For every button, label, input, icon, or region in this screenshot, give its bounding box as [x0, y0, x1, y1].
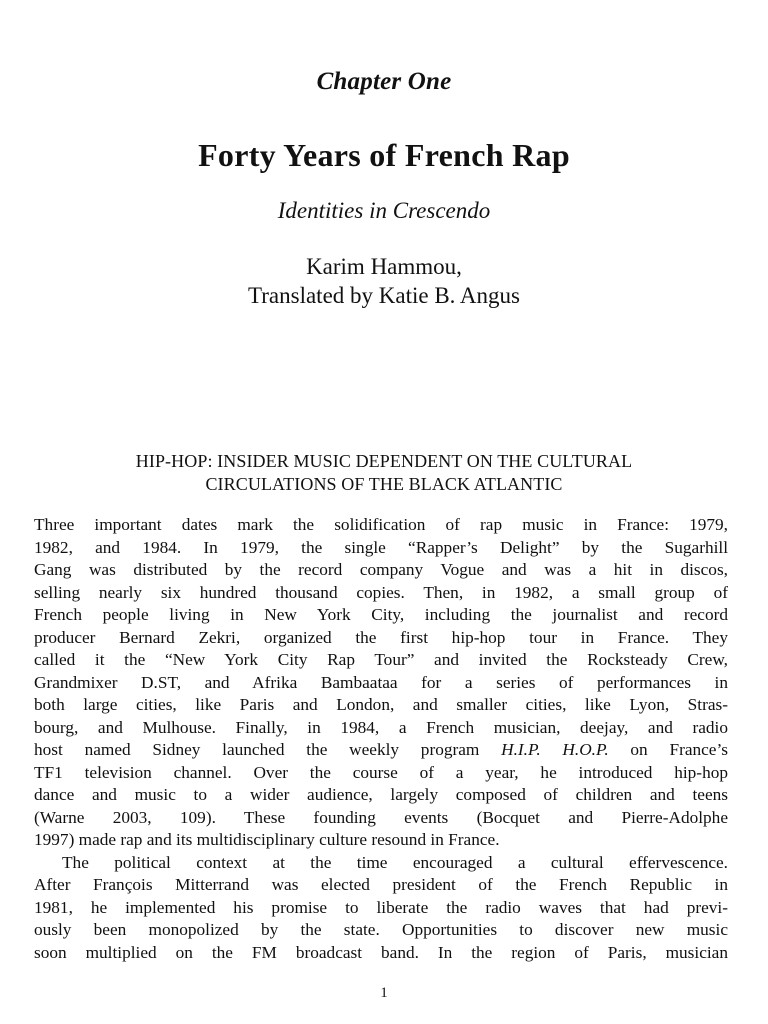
section-heading-line: CIRCULATIONS OF THE BLACK ATLANTIC — [205, 474, 563, 494]
text-line: TF1 television channel. Over the course of a year, he introduced hip-hop — [34, 762, 728, 782]
text-line: ously been monopolized by the state. Opportunities to discover new music — [34, 920, 728, 939]
text-line: The political context at the time encouraged a cultural effervescence. — [62, 852, 728, 872]
text-line: soon multiplied on the FM broadcast band. In the region of Paris, musician — [34, 942, 728, 962]
text-line: selling nearly six hundred thousand copies. Then, in 1982, a small group of — [34, 582, 728, 602]
chapter-subtitle: Identities in Crescendo — [277, 198, 491, 223]
section-heading-line: HIP-HOP: INSIDER MUSIC DEPENDENT ON THE CULTURAL — [135, 451, 633, 471]
text-line: Grandmixer D.ST, and Afrika Bambaataa for a series of performances in — [34, 672, 728, 692]
section-heading — [20, 450, 748, 496]
program-title: H.I.P. H.O.P. — [501, 740, 609, 759]
chapter-title: Forty Years of French Rap — [198, 137, 570, 173]
text-line: dance and music to a wider audience, largely composed of children and teens — [34, 785, 728, 804]
text-line: 1997) made rap and its multidisciplinary culture resound in France. — [34, 830, 500, 849]
text-line: 1982, and 1984. In 1979, the single “Rapper’s Delight” by the Sugarhill — [34, 537, 728, 557]
text-line: producer Bernard Zekri, organized the first hip-hop tour in France. They — [34, 627, 728, 647]
page-number: 1 — [380, 985, 388, 1001]
chapter-label: Chapter One — [316, 68, 452, 95]
text-line: (Warne 2003, 109). These founding events (Bocquet and Pierre-Adolphe — [34, 807, 728, 827]
author-block — [0, 252, 768, 310]
author-name: Karim Hammou, — [306, 254, 462, 279]
body-text — [34, 514, 728, 964]
text-segment: host named Sidney launched the weekly program — [34, 740, 502, 759]
text-segment: on France’s — [608, 740, 728, 759]
paragraph-2 — [34, 852, 728, 965]
text-line: French people living in New York City, including the journalist and record — [34, 605, 728, 624]
text-line: both large cities, like Paris and London, and smaller cities, like Lyon, Stras- — [34, 695, 728, 714]
text-line: Gang was distributed by the record company Vogue and was a hit in discos, — [34, 560, 728, 579]
text-line: bourg, and Mulhouse. Finally, in 1984, a French musician, deejay, and radio — [34, 717, 728, 737]
translator-name: Translated by Katie B. Angus — [248, 283, 520, 308]
text-line: called it the “New York City Rap Tour” and invited the Rocksteady Crew, — [34, 650, 728, 669]
text-line: 1981, he implemented his promise to liberate the radio waves that had previ- — [34, 897, 728, 917]
text-line: Three important dates mark the solidification of rap music in France: 1979, — [34, 515, 728, 534]
text-line — [34, 739, 728, 762]
paragraph-1 — [34, 514, 728, 852]
text-line: After François Mitterrand was elected president of the French Republic in — [34, 875, 728, 894]
